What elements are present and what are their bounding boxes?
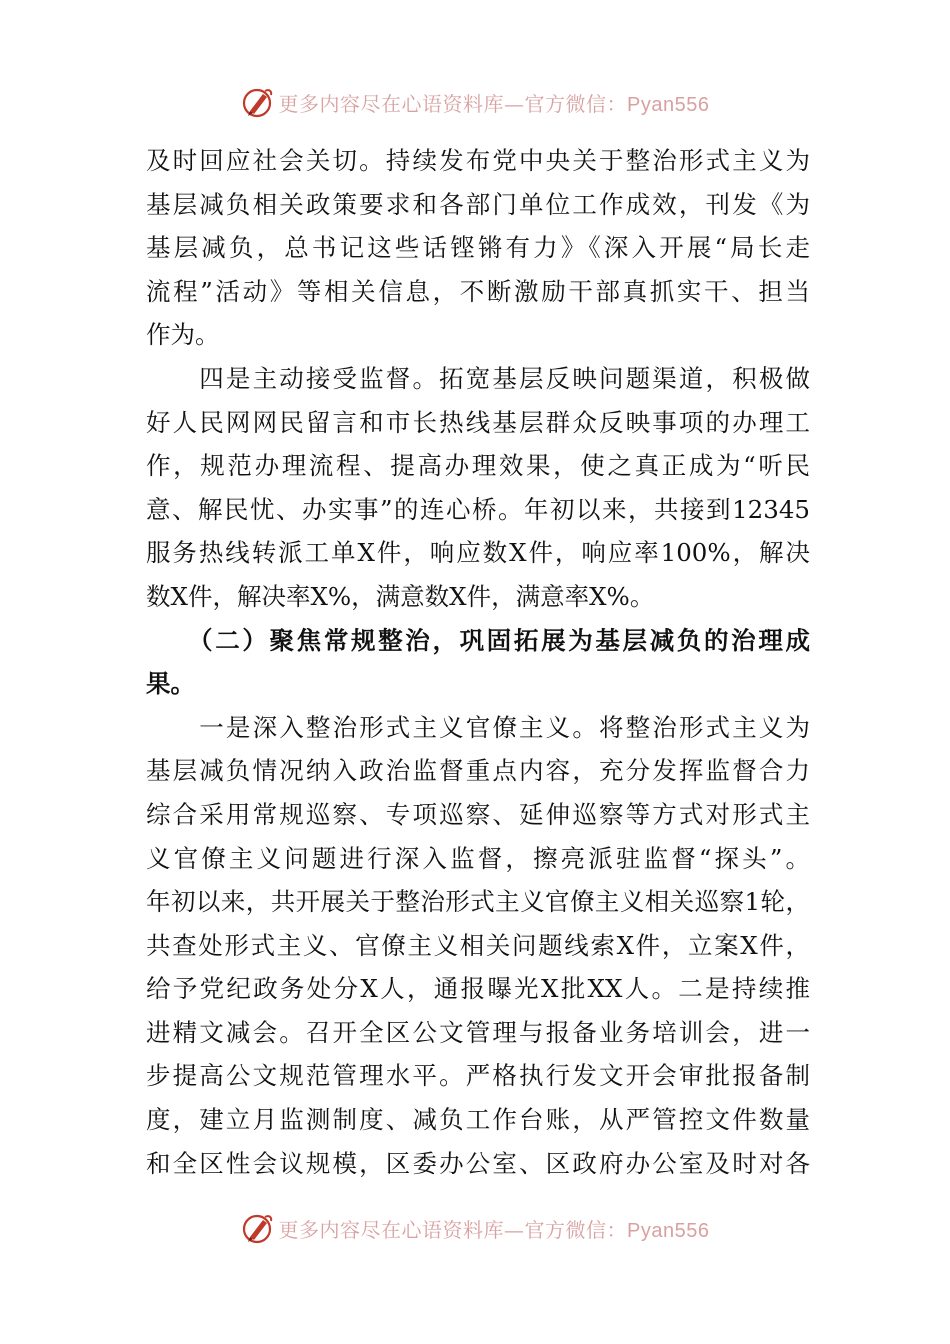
text-line: 年初以来，共开展关于整治形式主义官僚主义相关巡察1轮， [146, 887, 810, 917]
text-line: 意、解民忧、办实事”的连心桥。年初以来，共接到12345 [146, 494, 810, 524]
pen-logo-icon [241, 1211, 275, 1245]
text-line: 综合采用常规巡察、专项巡察、延伸巡察等方式对形式主 [146, 799, 810, 829]
text-line: 数X件，解决率X%，满意数X件，满意率X%。 [146, 581, 655, 611]
text-line: 好人民网网民留言和市长热线基层群众反映事项的办理工 [146, 407, 810, 437]
text-line: 服务热线转派工单X件，响应数X件，响应率100%，解决 [146, 538, 810, 568]
text-line: 基层减负情况纳入政治监督重点内容，充分发挥监督合力 [146, 756, 810, 786]
text-line: 进精文减会。召开全区公文管理与报备业务培训会，进一 [146, 1017, 810, 1047]
text-line: 给予党纪政务处分X人，通报曝光X批XX人。二是持续推 [146, 974, 810, 1004]
text-line: 流程”活动》等相关信息，不断激励干部真抓实干、担当 [146, 276, 810, 306]
pen-logo-icon [241, 85, 275, 119]
text-line: 共查处形式主义、官僚主义相关问题线索X件，立案X件， [146, 930, 810, 960]
text-line: 义官僚主义问题进行深入监督，擦亮派驻监督“探头”。 [146, 843, 810, 873]
text-line: 作，规范办理流程、提高办理效果，使之真正成为“听民 [146, 451, 810, 481]
text-line: 及时回应社会关切。持续发布党中央关于整治形式主义为 [146, 146, 810, 175]
text-line: 和全区性会议规模，区委办公室、区政府办公室及时对各 [146, 1148, 810, 1178]
watermark-text: 更多内容尽在心语资料库—官方微信：Pyan556 [278, 1217, 710, 1242]
watermark-footer [0, 1208, 950, 1248]
section-heading: 果。 [146, 669, 195, 699]
text-line: 基层减负，总书记这些话铿锵有力》《深入开展“局长走 [146, 233, 810, 263]
text-line: 作为。 [146, 320, 220, 350]
text-line: 度，建立月监测制度、减负工作台账，从严管控文件数量 [146, 1105, 810, 1135]
section-heading: （二）聚焦常规整治，巩固拓展为基层减负的治理成 [146, 625, 810, 655]
watermark-header [0, 82, 950, 122]
text-line: 四是主动接受监督。拓宽基层反映问题渠道，积极做 [146, 363, 810, 393]
text-line: 步提高公文规范管理水平。严格执行发文开会审批报备制 [146, 1061, 810, 1091]
text-line: 一是深入整治形式主义官僚主义。将整治形式主义为 [146, 712, 810, 742]
watermark-text: 更多内容尽在心语资料库—官方微信：Pyan556 [278, 91, 710, 116]
text-line: 基层减负相关政策要求和各部门单位工作成效，刊发《为 [146, 189, 810, 219]
document-body [146, 139, 810, 1185]
